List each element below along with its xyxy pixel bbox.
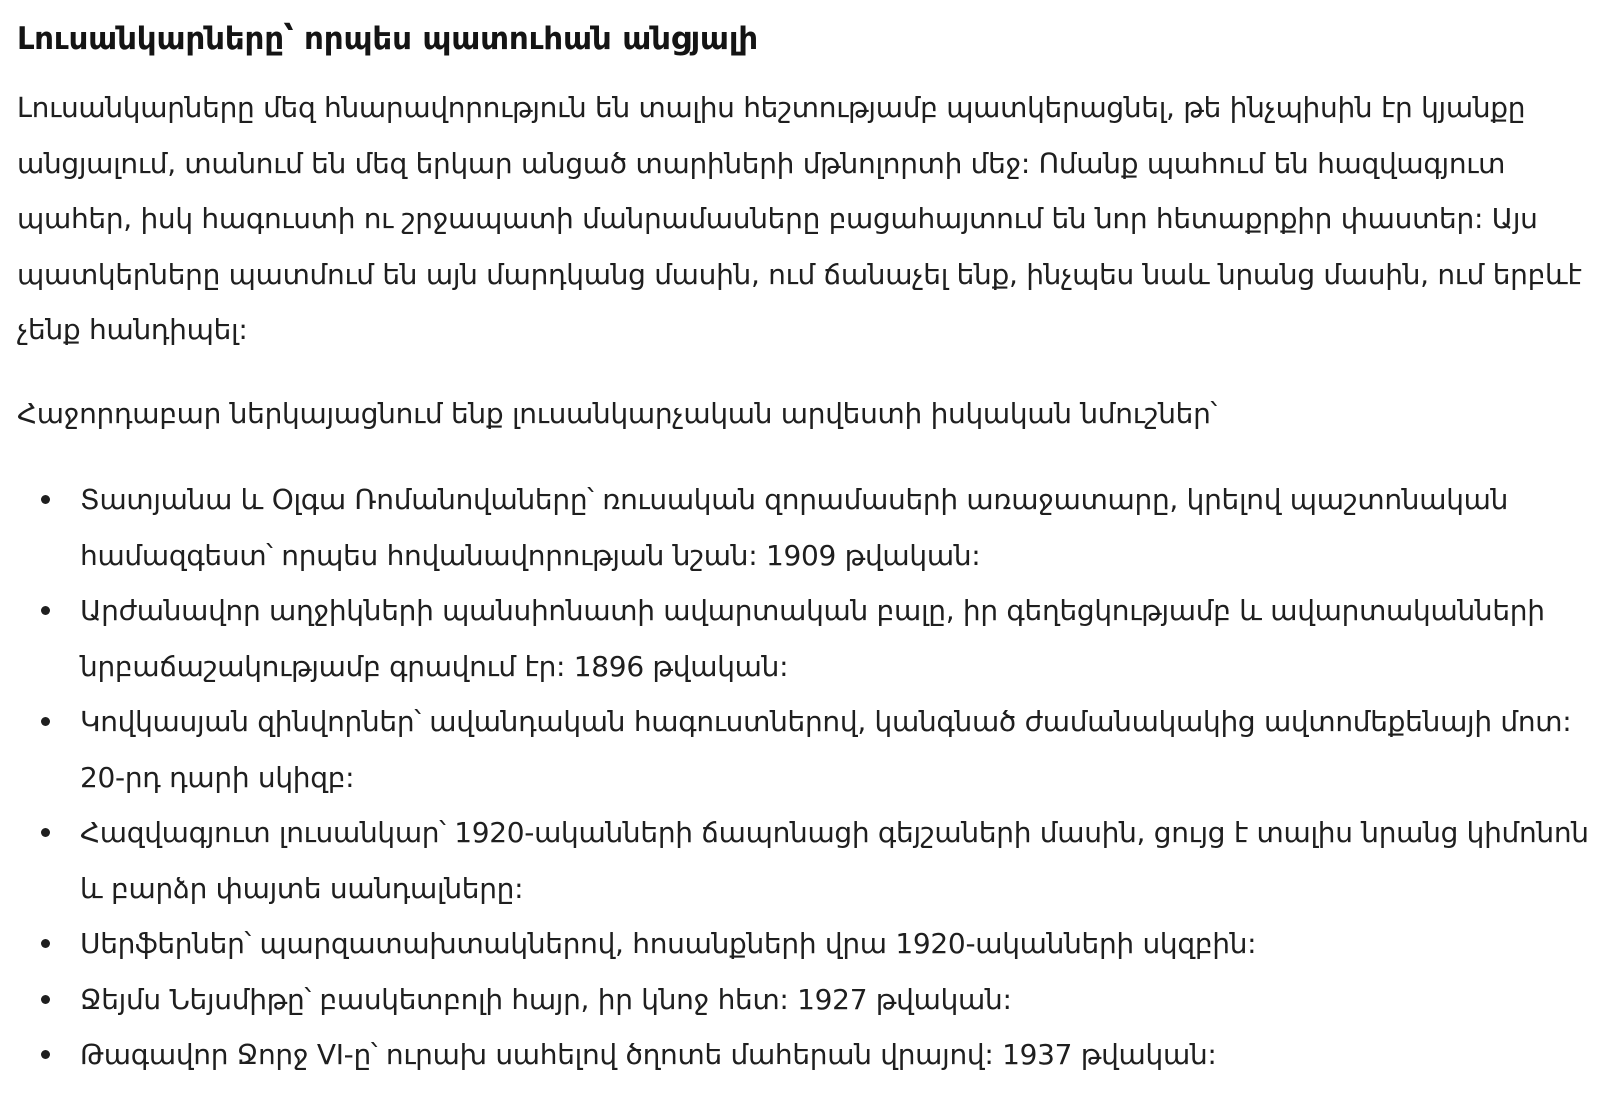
- list-item-text: Ջեյմս Նեյսմիթը՝ բասկետբոլի հայր, իր կնոջ հետ: 1927 թվական:: [80, 982, 1012, 1016]
- list-item-text: Կովկասյան զինվորներ՝ ավանդական հագուստներով, կանգնած ժամանակակից ավտոմեքենայի մոտ: 20-րդ դարի սկիզբ:: [80, 705, 1572, 794]
- list-item: [17, 972, 1597, 1028]
- list-item: [17, 916, 1597, 972]
- list-item-text: Սերֆերներ՝ պարզատախտակներով, հոսանքների վրա 1920-ականների սկզբին:: [80, 927, 1257, 960]
- list-item: [17, 472, 1597, 583]
- list-item-text: Հազվագյուտ լուսանկար՝ 1920-ականների ճապոնացի գեյշաների մասին, ցույց է տալիս նրանց կիմոնոն և բարձր փայտե սանդալները:: [80, 816, 1589, 905]
- article-title: Լուսանկարները՝ որպես պատուհան անցյալի: [17, 21, 758, 57]
- list-item: [17, 805, 1597, 916]
- photo-list: [17, 472, 1597, 1083]
- article-paragraph: Լուսանկարները մեզ հնարավորություն են տալիս հեշտությամբ պատկերացնել, թե ինչպիսին էր կյանքը անցյալում, տանում են մեզ երկար անցած տարիների մթնոլորտի մեջ: Ոմանք պահում են հազվագյուտ պահեր, իսկ հագուստի ու շրջապատի մանրամասները բացահայտում են նոր հետաքրքիր փաստեր: Այս պատկերները պատմում են այն մարդկանց մասին, ում ճանաչել ենք, ինչպես նաև նրանց մասին, ում երբևէ չենք հանդիպել:: [17, 91, 1582, 346]
- list-intro: Հաջորդաբար ներկայացնում ենք լուսանկարչական արվեստի իսկական նմուշներ՝: [17, 396, 1217, 430]
- list-item-text: Տատյանա և Օլգա Ռոմանովաները՝ ռուսական զորամասերի առաջատարը, կրելով պաշտոնական համազգեստ՝ որպես հովանավորության նշան: 1909 թվական:: [80, 483, 1509, 572]
- article: [17, 14, 1597, 1083]
- bullet-icon: [41, 1050, 50, 1059]
- list-item-text: Արժանավոր աղջիկների պանսիոնատի ավարտական բալը, իր գեղեցկությամբ և ավարտականների նրբաճաշակությամբ գրավում էր: 1896 թվական:: [80, 594, 1545, 683]
- bullet-icon: [41, 828, 50, 837]
- list-item: [17, 583, 1597, 694]
- bullet-icon: [41, 717, 50, 726]
- list-item-text: Թագավոր Ջորջ VI-ը՝ ուրախ սահելով ծղոտե մահերան վրայով: 1937 թվական:: [80, 1038, 1217, 1071]
- bullet-icon: [41, 995, 50, 1004]
- bullet-icon: [41, 606, 50, 615]
- bullet-icon: [41, 495, 50, 504]
- list-item: [17, 1027, 1597, 1083]
- bullet-icon: [41, 939, 50, 948]
- list-item: [17, 694, 1597, 805]
